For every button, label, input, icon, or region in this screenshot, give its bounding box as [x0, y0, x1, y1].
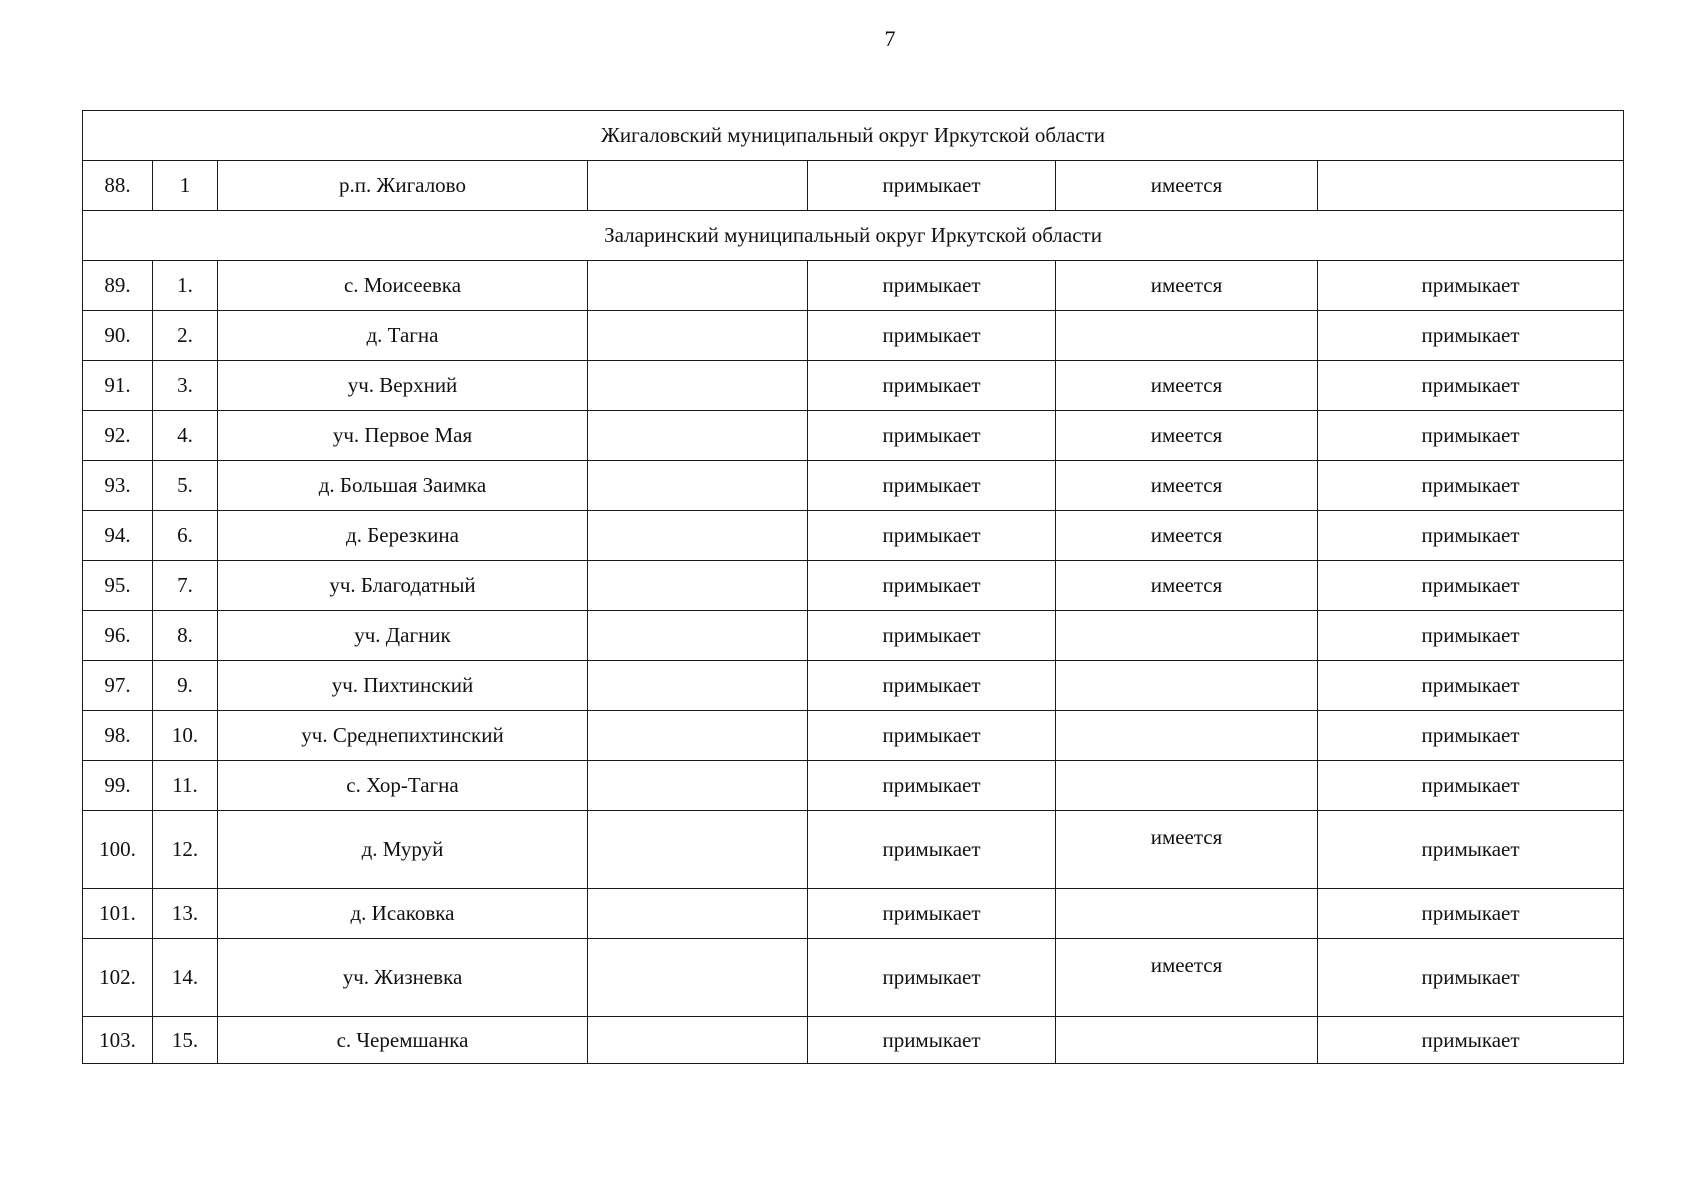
- table-row: [83, 161, 1624, 211]
- cell-col4: [588, 711, 808, 761]
- row-index: 95.: [83, 561, 153, 611]
- row-index: 89.: [83, 261, 153, 311]
- row-index: 103.: [83, 1017, 153, 1064]
- cell-col7: примыкает: [1318, 661, 1624, 711]
- settlement-name: уч. Первое Мая: [218, 411, 588, 461]
- cell-col4: [588, 461, 808, 511]
- settlement-name: д. Березкина: [218, 511, 588, 561]
- section-header-row: [83, 211, 1624, 261]
- cell-col5: примыкает: [808, 511, 1056, 561]
- cell-col5: примыкает: [808, 611, 1056, 661]
- row-number: 5.: [153, 461, 218, 511]
- settlement-name: д. Исаковка: [218, 889, 588, 939]
- row-index: 96.: [83, 611, 153, 661]
- settlement-name: уч. Благодатный: [218, 561, 588, 611]
- table-row: [83, 889, 1624, 939]
- row-number: 7.: [153, 561, 218, 611]
- row-number: 4.: [153, 411, 218, 461]
- table-row: [83, 661, 1624, 711]
- row-index: 97.: [83, 661, 153, 711]
- cell-col6: [1056, 611, 1318, 661]
- cell-col5: примыкает: [808, 889, 1056, 939]
- settlement-name: уч. Среднепихтинский: [218, 711, 588, 761]
- settlement-name: с. Черемшанка: [218, 1017, 588, 1064]
- cell-col4: [588, 161, 808, 211]
- section-header-row: [83, 111, 1624, 161]
- cell-col4: [588, 561, 808, 611]
- cell-col7: примыкает: [1318, 261, 1624, 311]
- cell-col7: примыкает: [1318, 411, 1624, 461]
- cell-col7: примыкает: [1318, 361, 1624, 411]
- cell-col5: примыкает: [808, 811, 1056, 889]
- cell-col4: [588, 889, 808, 939]
- row-index: 101.: [83, 889, 153, 939]
- section-title: Жигаловский муниципальный округ Иркутской области: [83, 111, 1624, 161]
- row-number: 3.: [153, 361, 218, 411]
- cell-col6-text: имеется: [1150, 953, 1223, 977]
- row-index: 99.: [83, 761, 153, 811]
- settlements-table: [82, 110, 1624, 1064]
- cell-col7: примыкает: [1318, 761, 1624, 811]
- cell-col7: примыкает: [1318, 561, 1624, 611]
- cell-col4: [588, 611, 808, 661]
- table-row: [83, 939, 1624, 1017]
- cell-col4: [588, 1017, 808, 1064]
- row-number: 8.: [153, 611, 218, 661]
- row-number: 14.: [153, 939, 218, 1017]
- row-number: 2.: [153, 311, 218, 361]
- table-row: [83, 361, 1624, 411]
- cell-col5: примыкает: [808, 939, 1056, 1017]
- row-index: 94.: [83, 511, 153, 561]
- settlement-name: уч. Пихтинский: [218, 661, 588, 711]
- cell-col5: примыкает: [808, 461, 1056, 511]
- cell-col5: примыкает: [808, 161, 1056, 211]
- settlement-name: д. Большая Заимка: [218, 461, 588, 511]
- cell-col4: [588, 261, 808, 311]
- cell-col4: [588, 311, 808, 361]
- cell-col6: [1056, 761, 1318, 811]
- settlement-name: р.п. Жигалово: [218, 161, 588, 211]
- settlement-name: д. Муруй: [218, 811, 588, 889]
- cell-col7: примыкает: [1318, 939, 1624, 1017]
- cell-col4: [588, 411, 808, 461]
- cell-col4: [588, 361, 808, 411]
- table-row: [83, 611, 1624, 661]
- cell-col5: примыкает: [808, 361, 1056, 411]
- cell-col4: [588, 939, 808, 1017]
- settlement-name: с. Моисеевка: [218, 261, 588, 311]
- cell-col7: примыкает: [1318, 511, 1624, 561]
- settlement-name: уч. Верхний: [218, 361, 588, 411]
- table-row: [83, 261, 1624, 311]
- cell-col6: имеется: [1056, 361, 1318, 411]
- cell-col4: [588, 661, 808, 711]
- table-row: [83, 411, 1624, 461]
- row-index: 100.: [83, 811, 153, 889]
- cell-col5: примыкает: [808, 761, 1056, 811]
- row-number: 13.: [153, 889, 218, 939]
- cell-col6: имеется: [1056, 461, 1318, 511]
- settlement-name: д. Тагна: [218, 311, 588, 361]
- cell-col6: [1056, 811, 1318, 889]
- section-title: Заларинский муниципальный округ Иркутской области: [83, 211, 1624, 261]
- table-row: [83, 1017, 1624, 1064]
- row-number: 1: [153, 161, 218, 211]
- row-number: 6.: [153, 511, 218, 561]
- cell-col5: примыкает: [808, 311, 1056, 361]
- table-row: [83, 761, 1624, 811]
- row-number: 12.: [153, 811, 218, 889]
- table-row: [83, 311, 1624, 361]
- row-index: 91.: [83, 361, 153, 411]
- row-index: 93.: [83, 461, 153, 511]
- table-row: [83, 561, 1624, 611]
- row-index: 88.: [83, 161, 153, 211]
- cell-col4: [588, 761, 808, 811]
- cell-col7: [1318, 161, 1624, 211]
- cell-col7: примыкает: [1318, 889, 1624, 939]
- cell-col7: примыкает: [1318, 711, 1624, 761]
- cell-col6: [1056, 939, 1318, 1017]
- row-index: 90.: [83, 311, 153, 361]
- cell-col4: [588, 511, 808, 561]
- cell-col6: [1056, 889, 1318, 939]
- row-index: 92.: [83, 411, 153, 461]
- cell-col7: примыкает: [1318, 611, 1624, 661]
- row-index: 102.: [83, 939, 153, 1017]
- row-number: 1.: [153, 261, 218, 311]
- cell-col6: [1056, 311, 1318, 361]
- cell-col5: примыкает: [808, 561, 1056, 611]
- cell-col7: примыкает: [1318, 811, 1624, 889]
- table-row: [83, 461, 1624, 511]
- cell-col7: примыкает: [1318, 1017, 1624, 1064]
- row-number: 9.: [153, 661, 218, 711]
- cell-col7: примыкает: [1318, 461, 1624, 511]
- cell-col6: имеется: [1056, 411, 1318, 461]
- page-number: 7: [884, 26, 896, 51]
- settlement-name: уч. Дагник: [218, 611, 588, 661]
- cell-col6-text: имеется: [1150, 825, 1223, 849]
- table-row: [83, 711, 1624, 761]
- settlement-name: уч. Жизневка: [218, 939, 588, 1017]
- row-number: 15.: [153, 1017, 218, 1064]
- cell-col6: [1056, 711, 1318, 761]
- cell-col5: примыкает: [808, 261, 1056, 311]
- cell-col6: имеется: [1056, 261, 1318, 311]
- cell-col6: имеется: [1056, 161, 1318, 211]
- cell-col6: [1056, 661, 1318, 711]
- cell-col5: примыкает: [808, 1017, 1056, 1064]
- cell-col7: примыкает: [1318, 311, 1624, 361]
- cell-col6: имеется: [1056, 511, 1318, 561]
- table-row: [83, 811, 1624, 889]
- cell-col4: [588, 811, 808, 889]
- row-number: 11.: [153, 761, 218, 811]
- settlement-name: с. Хор-Тагна: [218, 761, 588, 811]
- cell-col5: примыкает: [808, 411, 1056, 461]
- table-row: [83, 511, 1624, 561]
- row-number: 10.: [153, 711, 218, 761]
- cell-col5: примыкает: [808, 661, 1056, 711]
- cell-col6: [1056, 1017, 1318, 1064]
- cell-col5: примыкает: [808, 711, 1056, 761]
- cell-col6: имеется: [1056, 561, 1318, 611]
- row-index: 98.: [83, 711, 153, 761]
